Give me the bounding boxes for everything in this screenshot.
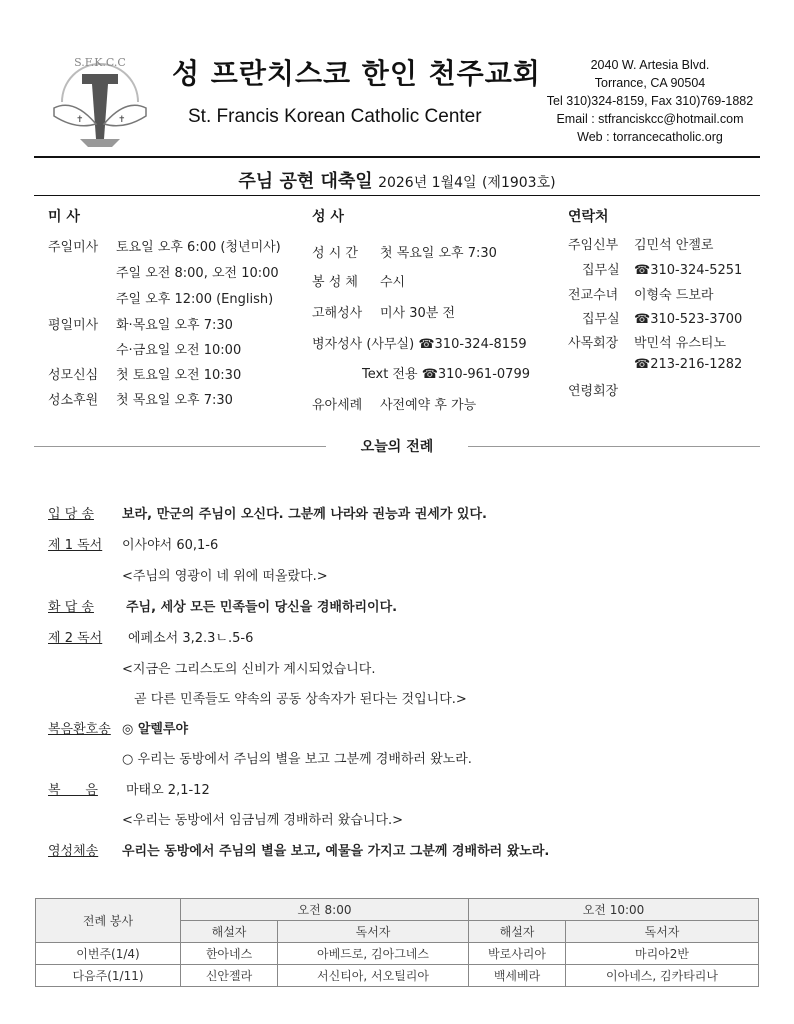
church-logo <box>40 44 160 154</box>
contact-row: 사목회장 박민석 유스티노 <box>568 336 727 351</box>
table-cell: 서신티아, 서오틸리아 <box>278 965 469 987</box>
sacrament-row: 성 시 간 첫 목요일 오후 7:30 <box>312 246 497 261</box>
contact-row: 집무실 ☎310-523-3700 <box>582 312 743 327</box>
sacrament-row: 봉 성 체 수시 <box>312 275 406 290</box>
svg-text:✝: ✝ <box>118 115 126 125</box>
phone-icon: ☎ <box>634 263 651 278</box>
web-line: Web : torrancecatholic.org <box>577 130 723 144</box>
contact-row: 전교수녀 이형숙 드보라 <box>568 288 714 303</box>
sacraments-heading: 성 사 <box>312 209 344 225</box>
table-cell: 한아네스 <box>181 943 278 965</box>
address-line: 2040 W. Artesia Blvd. <box>590 58 710 72</box>
church-name-korean: 성 프란치스코 한인 천주교회 <box>172 57 541 90</box>
table-header: 전례 봉사 <box>36 899 181 943</box>
feast-divider <box>34 195 760 196</box>
liturgy-divider-right <box>468 446 760 447</box>
feast-date: 2026년 1월4일 <box>378 175 477 191</box>
phone-icon: ☎ <box>634 312 651 327</box>
sacrament-row: 유아세례 사전예약 후 가능 <box>312 398 477 413</box>
liturgy-title: 오늘의 전례 <box>360 439 434 455</box>
mass-row: 주일 오전 8:00, 오전 10:00 <box>116 266 279 281</box>
sacrament-row: 병자성사 (사무실) ☎310-324-8159 <box>312 337 527 352</box>
first-reading: 제 1 독서 이사야서 60,1-6 <box>48 538 219 553</box>
table-cell: 신안젤라 <box>181 965 278 987</box>
second-reading-note: 곧 다른 민족들도 약속의 공동 상속자가 된다는 것입니다.> <box>134 692 467 707</box>
table-row <box>36 943 759 965</box>
table-header: 오전 8:00 <box>181 899 469 921</box>
church-name-english: St. Francis Korean Catholic Center <box>188 106 482 127</box>
table-row <box>36 965 759 987</box>
contact-row: ☎213-216-1282 <box>634 357 743 372</box>
phone-icon: ☎ <box>421 367 438 382</box>
mass-heading: 미 사 <box>48 209 80 225</box>
gospel-acclamation-verse: ○ 우리는 동방에서 주님의 별을 보고 그분께 경배하러 왔노라. <box>122 752 472 767</box>
second-reading: 제 2 독서 에페소서 3,2.3ㄴ.5-6 <box>48 631 254 646</box>
ministry-schedule-table <box>35 898 759 987</box>
table-header: 독서자 <box>566 921 759 943</box>
table-cell: 아베드로, 김아그네스 <box>278 943 469 965</box>
table-cell: 이번주(1/4) <box>36 943 181 965</box>
phone-icon: ☎ <box>634 357 651 372</box>
table-header: 독서자 <box>278 921 469 943</box>
mass-row: 주일미사 토요일 오후 6:00 (청년미사) <box>48 240 281 255</box>
communion-antiphon: 영성체송 우리는 동방에서 주님의 별을 보고, 예물을 가지고 그분께 경배하러 왔노라. <box>48 844 550 859</box>
second-reading-note: <지금은 그리스도의 신비가 계시되었습니다. <box>122 662 376 677</box>
table-cell: 다음주(1/11) <box>36 965 181 987</box>
table-header: 해설자 <box>469 921 566 943</box>
table-row <box>36 899 759 921</box>
responsorial-psalm: 화 답 송 주님, 세상 모든 민족들이 당신을 경배하리이다. <box>48 600 398 615</box>
phone-icon: ☎ <box>418 337 435 352</box>
bulletin-issue: (제1903호) <box>481 175 556 191</box>
mass-row: 주일 오후 12:00 (English) <box>116 292 274 307</box>
mass-row: 평일미사 화·목요일 오후 7:30 <box>48 318 233 333</box>
entrance-antiphon: 입 당 송 보라, 만군의 주님이 오신다. 그분께 나라와 권능과 권세가 있다. <box>48 507 487 522</box>
table-cell: 박로사리아 <box>469 943 566 965</box>
mass-row: 성소후원 첫 목요일 오후 7:30 <box>48 393 233 408</box>
header-divider <box>34 156 760 158</box>
table-header: 해설자 <box>181 921 278 943</box>
contacts-heading: 연락처 <box>568 209 609 225</box>
first-reading-note: <주님의 영광이 네 위에 떠올랐다.> <box>122 569 328 584</box>
logo-lettering: S.F.K.C.C <box>74 56 126 69</box>
phone-fax-line: Tel 310)324-8159, Fax 310)769-1882 <box>546 94 754 108</box>
contact-row: 연령회장 <box>568 384 619 399</box>
table-cell: 마리아2반 <box>566 943 759 965</box>
mass-row: 성모신심 첫 토요일 오전 10:30 <box>48 368 242 383</box>
gospel: 복 음 마태오 2,1-12 <box>48 783 210 798</box>
email-line: Email : stfranciskcc@hotmail.com <box>556 112 744 126</box>
mass-row: 수·금요일 오전 10:00 <box>116 343 242 358</box>
sacrament-row: Text 전용 ☎310-961-0799 <box>362 367 530 382</box>
sacrament-row: 고해성사 미사 30분 전 <box>312 306 456 321</box>
feast-name: 주님 공현 대축일 <box>238 171 373 192</box>
table-cell: 이아네스, 김카타리나 <box>566 965 759 987</box>
contact-row: 주임신부 김민석 안젤로 <box>568 238 714 253</box>
table-cell: 백세베라 <box>469 965 566 987</box>
contact-row: 집무실 ☎310-324-5251 <box>582 263 743 278</box>
contact-address <box>520 56 780 146</box>
gospel-note: <우리는 동방에서 임금님께 경배하러 왔습니다.> <box>122 813 404 828</box>
address-line: Torrance, CA 90504 <box>594 76 706 90</box>
table-header: 오전 10:00 <box>469 899 759 921</box>
gospel-acclamation: 복음환호송 ◎ 알렐루야 <box>48 722 189 737</box>
feast-banner <box>0 167 794 193</box>
svg-text:✝: ✝ <box>76 115 84 125</box>
